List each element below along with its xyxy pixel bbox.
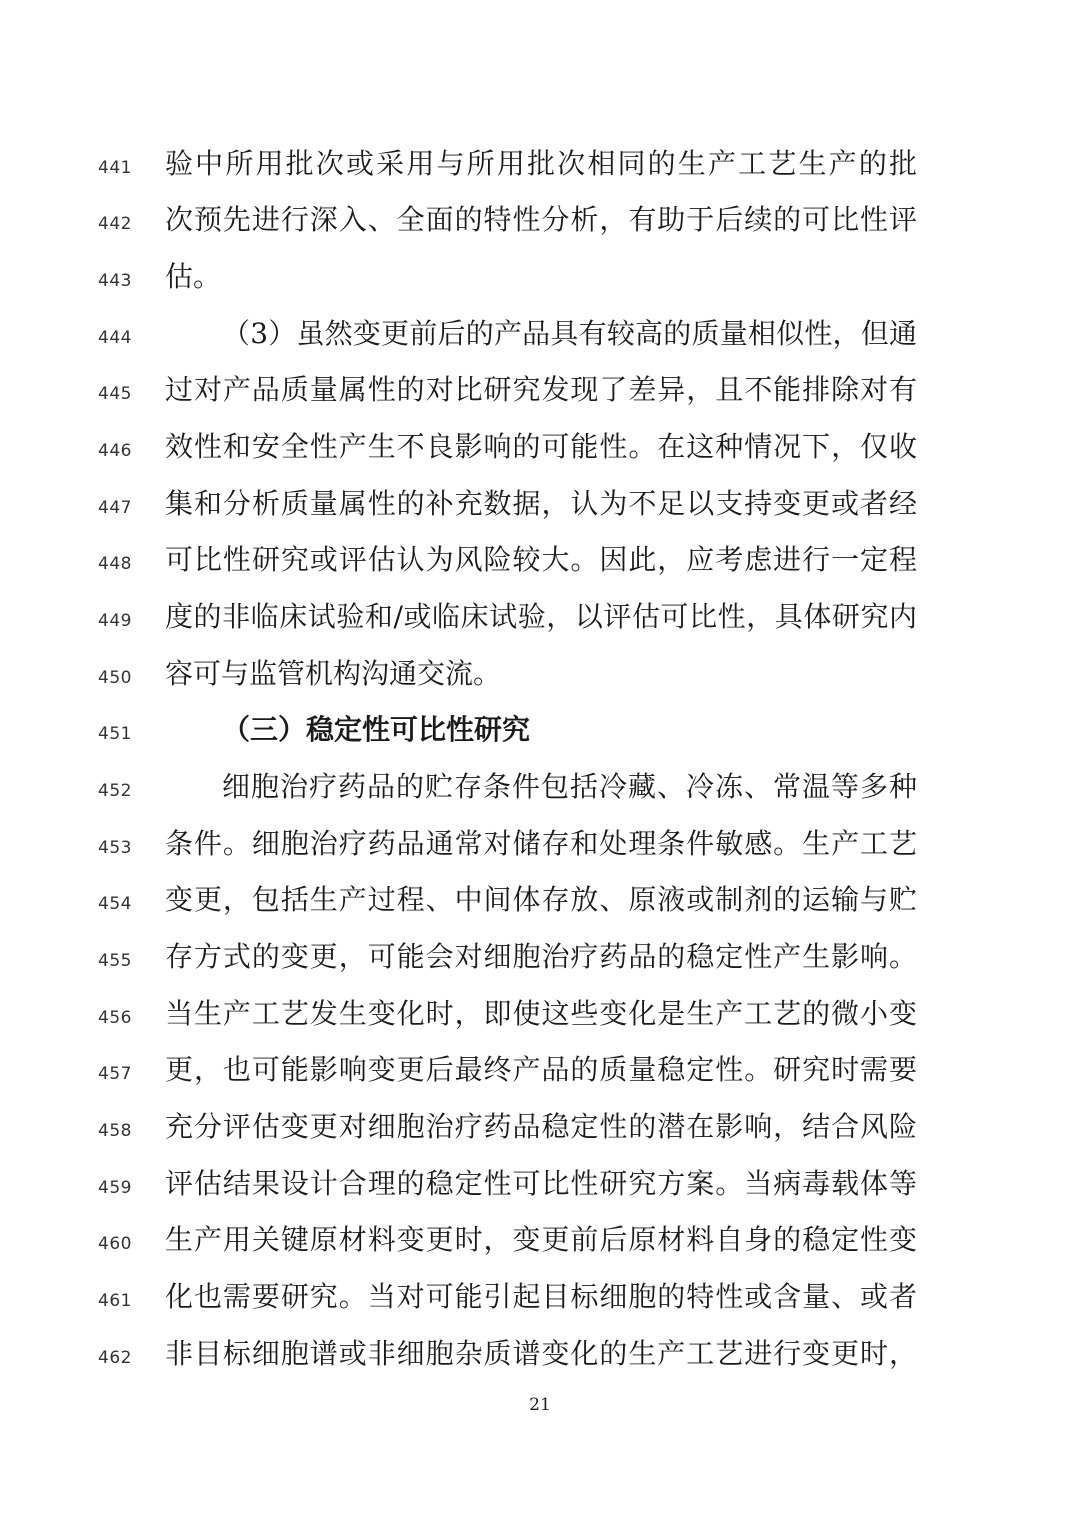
line-text: 次预先进行深入、全面的特性分析，有助于后续的可比性评 xyxy=(165,203,917,236)
line-number: 458 xyxy=(98,1121,132,1141)
text-line-447 xyxy=(0,480,1080,536)
line-text: （3）虽然变更前后的产品具有较高的质量相似性，但通 xyxy=(222,317,917,350)
line-number: 447 xyxy=(98,498,132,518)
line-number: 461 xyxy=(98,1291,132,1311)
text-line-459 xyxy=(0,1160,1080,1216)
line-number: 456 xyxy=(98,1008,132,1028)
text-line-443 xyxy=(0,253,1080,309)
line-text: 过对产品质量属性的对比研究发现了差异，且不能排除对有 xyxy=(165,373,917,406)
text-line-444 xyxy=(0,310,1080,366)
line-text: 度的非临床试验和/或临床试验，以评估可比性，具体研究内 xyxy=(165,600,917,633)
text-line-450 xyxy=(0,650,1080,706)
text-line-461 xyxy=(0,1273,1080,1329)
line-text: 充分评估变更对细胞治疗药品稳定性的潜在影响，结合风险 xyxy=(165,1110,917,1143)
line-number: 444 xyxy=(98,328,132,348)
text-line-458 xyxy=(0,1103,1080,1159)
line-number: 454 xyxy=(98,894,132,914)
line-text: 集和分析质量属性的补充数据，认为不足以支持变更或者经 xyxy=(165,487,917,520)
line-number: 457 xyxy=(98,1064,132,1084)
line-text: 生产用关键原材料变更时，变更前后原材料自身的稳定性变 xyxy=(165,1223,917,1256)
text-line-460 xyxy=(0,1216,1080,1272)
line-text: 化也需要研究。当对可能引起目标细胞的特性或含量、或者 xyxy=(165,1280,917,1313)
line-number: 459 xyxy=(98,1178,132,1198)
text-line-453 xyxy=(0,820,1080,876)
line-text: 评估结果设计合理的稳定性可比性研究方案。当病毒载体等 xyxy=(165,1167,917,1200)
line-number: 450 xyxy=(98,668,132,688)
line-number: 451 xyxy=(98,724,132,744)
line-text: 估。 xyxy=(165,260,222,293)
line-text: 当生产工艺发生变化时，即使这些变化是生产工艺的微小变 xyxy=(165,997,917,1030)
line-number: 443 xyxy=(98,271,132,291)
text-line-442 xyxy=(0,196,1080,252)
line-number: 441 xyxy=(98,158,132,178)
line-number: 449 xyxy=(98,611,132,631)
line-number: 460 xyxy=(98,1234,132,1254)
text-line-441 xyxy=(0,140,1080,196)
line-text: 可比性研究或评估认为风险较大。因此，应考虑进行一定程 xyxy=(165,543,917,576)
text-line-446 xyxy=(0,423,1080,479)
line-text: 容可与监管机构沟通交流。 xyxy=(165,657,502,690)
line-number: 445 xyxy=(98,384,132,404)
line-text: 验中所用批次或采用与所用批次相同的生产工艺生产的批 xyxy=(165,147,917,180)
line-text: 效性和安全性产生不良影响的可能性。在这种情况下，仅收 xyxy=(165,430,917,463)
text-line-452 xyxy=(0,763,1080,819)
line-number: 462 xyxy=(98,1348,132,1368)
line-text: 细胞治疗药品的贮存条件包括冷藏、冷冻、常温等多种 xyxy=(222,770,917,803)
text-line-449 xyxy=(0,593,1080,649)
text-line-455 xyxy=(0,933,1080,989)
text-line-451 xyxy=(0,706,1080,762)
line-number: 455 xyxy=(98,951,132,971)
line-text: 更，也可能影响变更后最终产品的质量稳定性。研究时需要 xyxy=(165,1053,917,1086)
section-heading: （三）稳定性可比性研究 xyxy=(222,713,531,746)
line-text: 存方式的变更，可能会对细胞治疗药品的稳定性产生影响。 xyxy=(165,940,917,973)
line-number: 448 xyxy=(98,554,132,574)
page-number: 21 xyxy=(529,1395,551,1415)
text-line-462 xyxy=(0,1330,1080,1386)
line-text: 条件。细胞治疗药品通常对储存和处理条件敏感。生产工艺 xyxy=(165,827,917,860)
line-number: 442 xyxy=(98,214,132,234)
line-number: 452 xyxy=(98,781,132,801)
text-line-448 xyxy=(0,536,1080,592)
line-number: 453 xyxy=(98,838,132,858)
text-line-457 xyxy=(0,1046,1080,1102)
line-text: 变更，包括生产过程、中间体存放、原液或制剂的运输与贮 xyxy=(165,883,917,916)
text-line-454 xyxy=(0,876,1080,932)
line-number: 446 xyxy=(98,441,132,461)
line-text: 非目标细胞谱或非细胞杂质谱变化的生产工艺进行变更时， xyxy=(165,1337,917,1370)
text-line-445 xyxy=(0,366,1080,422)
text-line-456 xyxy=(0,990,1080,1046)
